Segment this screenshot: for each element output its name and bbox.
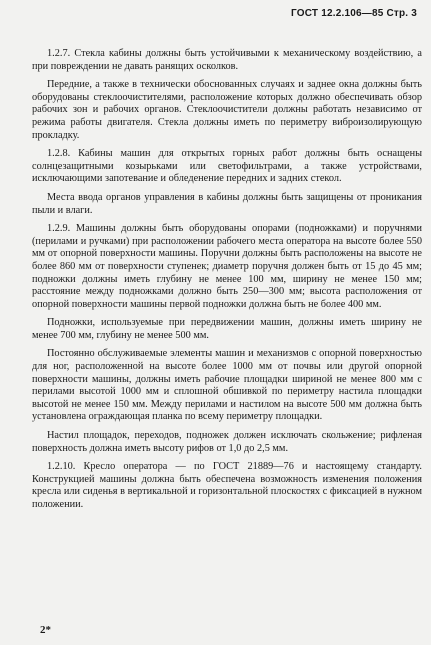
paragraph-platforms: Постоянно обслуживаемые элементы машин и механизмов с опорной поверхностью для ног, расположенной на высоте более 1000 мм от почвы или другой опорной поверхности машины, должны иметь рабочие площадки шириной не менее 800 мм с перилами высотой 1000 мм и сплошной обшивкой по периметру настила площадки высотой не менее 150 мм. Между перилами и настилом на высоте 500 мм должна быть установлена ограждающая планка по всему периметру площадки. — [32, 348, 422, 423]
paragraph-flooring: Настил площадок, переходов, подножек должен исключать скольжение; рифленая поверхность должна иметь высоту рифов от 1,0 до 2,5 мм. — [32, 430, 422, 454]
page-header: ГОСТ 12.2.106—85 Стр. 3 — [291, 8, 417, 19]
paragraph-1-2-7: 1.2.7. Стекла кабины должны быть устойчивыми к механическому воздействию, а при повреждении не давать ранящих осколков. — [32, 48, 422, 72]
paragraph-controls-sealing: Места ввода органов управления в кабины должны быть защищены от проникания пыли и влаги. — [32, 191, 422, 216]
document-body — [32, 48, 422, 518]
paragraph-windows: Передние, а также в технически обоснованных случаях и заднее окна должны быть оборудованы стеклоочистителями, расположение которых должно обеспечивать обзор рабочих зон и рабочих органов. Стеклоочистители должны работать независимо от режима работы двигателя. Стекла должны иметь по периметру виброизолирующую прокладку. — [32, 79, 422, 141]
paragraph-1-2-10: 1.2.10. Кресло оператора — по ГОСТ 21889—76 и настоящему стандарту. Конструкцией машины должна быть обеспечена возможность изменения положения кресла или сиденья в вертикальной и горизонтальной плоскостях с фиксацией в нужном положении. — [32, 461, 422, 510]
paragraph-1-2-9: 1.2.9. Машины должны быть оборудованы опорами (подножками) и поручнями (перилами и ручками) при расположении рабочего места оператора на высоте более 550 мм от опорной поверхности машины. Поручни должны быть расположены на высоте не более 860 мм от поверхности ступенек; диаметр поручня должен быть от 15 до 45 мм; подножки должны иметь глубину не менее 100 мм, ширину не менее 150 мм; расстояние между подножками должно быть 250—300 мм; высота расположения от опорной поверхности машины первой подножки должна быть не более 400 мм. — [32, 223, 422, 310]
paragraph-footboards: Подножки, используемые при передвижении машин, должны иметь ширину не менее 700 мм, глубину не менее 500 мм. — [32, 317, 422, 341]
signature-mark: 2* — [40, 624, 51, 636]
paragraph-1-2-8: 1.2.8. Кабины машин для открытых горных работ должны быть оснащены солнцезащитными козырьками или светофильтрами, а также устройствами, исключающими запотевание и обледенение передних и задних стекол. — [32, 148, 422, 185]
